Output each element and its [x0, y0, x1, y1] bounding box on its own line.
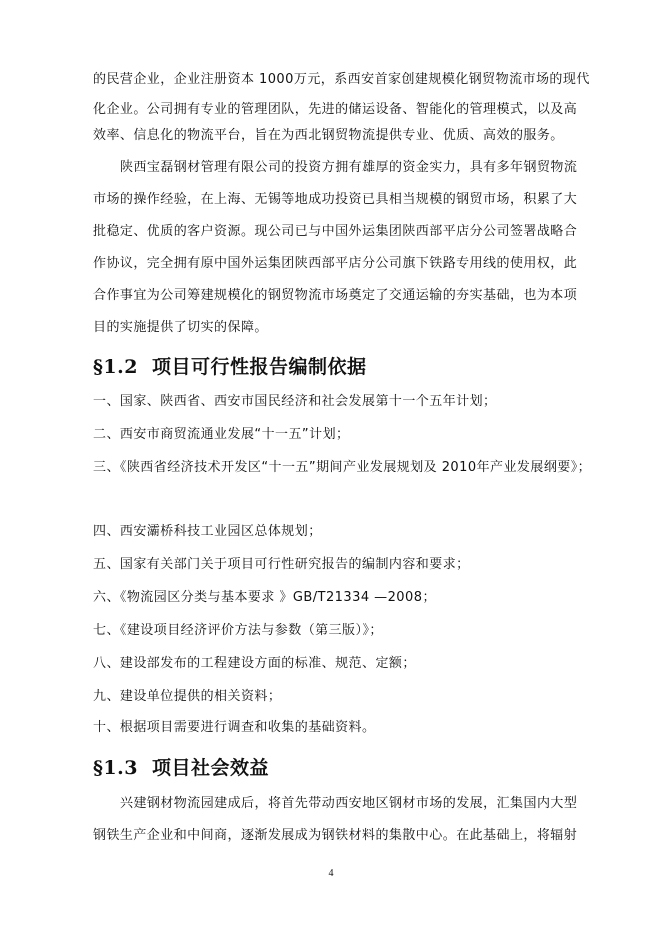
- paragraph-line: 作协议，完全拥有原中国外运集团陕西部平店分公司旗下铁路专用线的使用权，此: [93, 256, 578, 271]
- section-title: 项目社会效益: [152, 757, 270, 779]
- paragraph-line: 合作事宜为公司筹建规模化的钢贸物流市场奠定了交通运输的夯实基础，也为本项: [93, 288, 578, 303]
- list-item: 十、根据项目需要进行调查和收集的基础资料。: [93, 720, 376, 735]
- list-item: 三、《陕西省经济技术开发区“十一五”期间产业发展规划及 2010年产业发展纲要》；: [93, 460, 592, 475]
- paragraph-line: 市场的操作经验，在上海、无锡等地成功投资已具相当规模的钢贸市场，积累了大: [93, 192, 578, 207]
- paragraph-line: 钢铁生产企业和中间商，逐渐发展成为钢铁材料的集散中心。在此基础上，将辐射: [93, 828, 578, 843]
- paragraph-line: 目的实施提供了切实的保障。: [93, 320, 268, 335]
- paragraph-line: 兴建钢材物流园建成后，将首先带动西安地区钢材市场的发展，汇集国内大型: [120, 796, 578, 811]
- section-number: §1.3: [93, 757, 138, 779]
- paragraph-line: 陕西宝磊钢材管理有限公司的投资方拥有雄厚的资金实力，具有多年钢贸物流: [120, 160, 578, 175]
- section-heading-1-2: [93, 355, 367, 379]
- page-number: 4: [328, 868, 334, 879]
- paragraph-line: 效率、信息化的物流平台，旨在为西北钢贸物流提供专业、优质、高效的服务。: [93, 128, 564, 143]
- list-item: 六、《物流园区分类与基本要求 》GB/T21334 —2008；: [93, 590, 436, 605]
- list-item: 四、西安灞桥科技工业园区总体规划；: [93, 524, 322, 539]
- list-item: 九、建设单位提供的相关资料；: [93, 689, 282, 704]
- list-item: 五、国家有关部门关于项目可行性研究报告的编制内容和要求；: [93, 557, 470, 572]
- paragraph-line: 化企业。公司拥有专业的管理团队，先进的储运设备、智能化的管理模式，以及高: [93, 102, 578, 117]
- list-item: 七、《建设项目经济评价方法与参数（第三版）》；: [93, 623, 383, 638]
- section-heading-1-3: [93, 756, 269, 780]
- paragraph-line: 批稳定、优质的客户资源。现公司已与中国外运集团陕西部平店分公司签署战略合: [93, 224, 578, 239]
- list-item: 一、国家、陕西省、西安市国民经济和社会发展第十一个五年计划；: [93, 394, 497, 409]
- section-number: §1.2: [93, 356, 138, 378]
- list-item: 二、西安市商贸流通业发展“十一五”计划；: [93, 427, 350, 442]
- section-title: 项目可行性报告编制依据: [152, 356, 367, 378]
- paragraph-line: 的民营企业，企业注册资本 1000万元，系西安首家创建规模化钢贸物流市场的现代: [93, 72, 590, 87]
- list-item: 八、建设部发布的工程建设方面的标准、规范、定额；: [93, 656, 416, 671]
